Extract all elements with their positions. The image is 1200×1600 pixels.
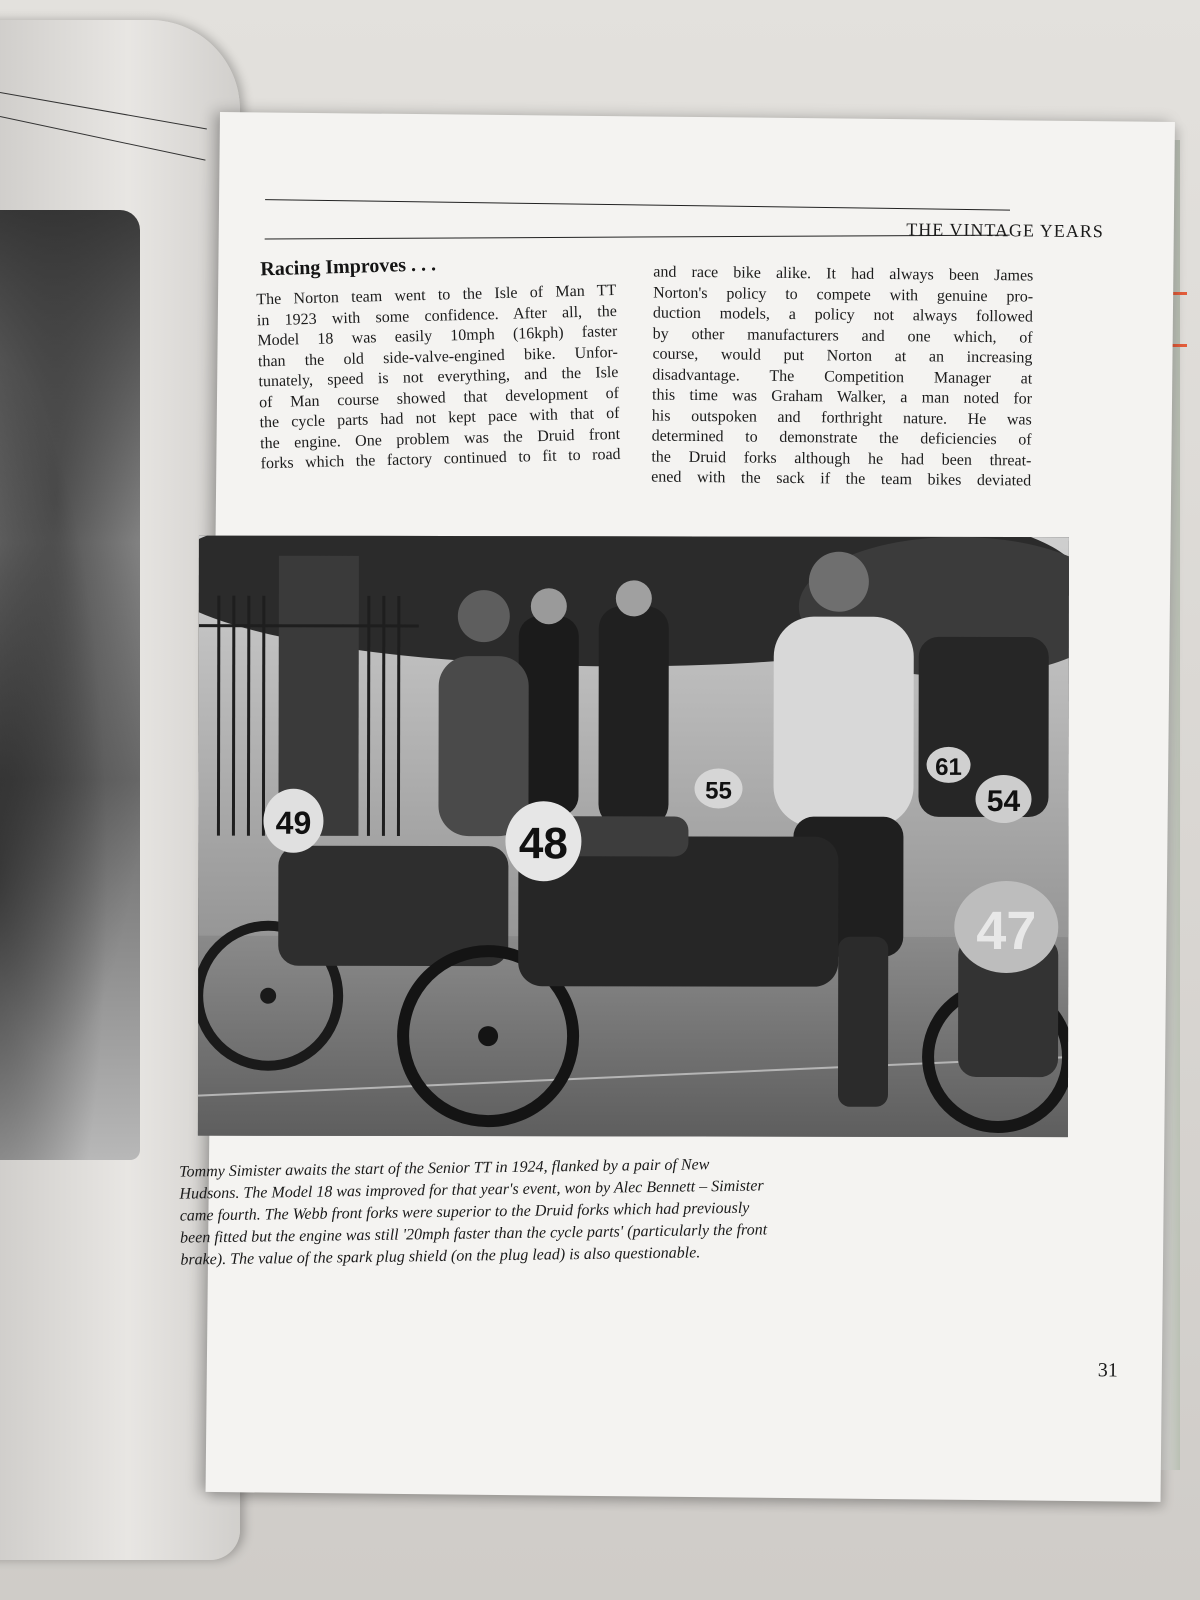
- caption-line: Tommy Simister awaits the start of the Senior TT in 1924, flanked by a pair of New: [179, 1156, 710, 1181]
- left-page-photo: [0, 210, 140, 1160]
- text-line: this time was Graham Walker, a man noted for: [651, 386, 1033, 408]
- text-line: tunately, speed is not everything, and the Isle: [258, 363, 619, 391]
- text-line: of Man course showed that development of: [258, 384, 620, 411]
- caption-line: brake). The value of the spark plug shield (on the plug lead) is also questionable.: [180, 1244, 701, 1269]
- race-number-55: 55: [705, 777, 732, 805]
- race-photo: [198, 536, 1069, 1138]
- race-number-61: 61: [935, 753, 962, 781]
- text-line: determined to demonstrate the deficiencies of: [651, 427, 1032, 449]
- race-number-54: 54: [986, 784, 1021, 819]
- race-photo-illustration: [198, 536, 1069, 1138]
- text-line: Model 18 was easily 10mph (16kph) faster: [257, 322, 618, 350]
- race-number-49: 49: [275, 804, 312, 841]
- race-number-47: 47: [976, 900, 1037, 962]
- text-line: disadvantage. The Competition Manager at: [652, 366, 1033, 388]
- header-rule-top: [265, 199, 1010, 210]
- page-number: 31: [1097, 1359, 1118, 1382]
- text-line: course, would put Norton at an increasing: [652, 345, 1033, 367]
- header-rule-bottom: [265, 235, 1010, 240]
- text-line: and race bike alike. It had always been James: [653, 263, 1034, 285]
- text-line: the Druid forks although he had been threat-: [651, 448, 1032, 470]
- text-line: Norton's policy to compete with genuine pro-: [653, 284, 1034, 306]
- caption-line: came fourth. The Webb front forks were superior to the Druid forks which had previously: [179, 1199, 750, 1225]
- text-line: the cycle parts had not kept pace with that of: [259, 404, 620, 432]
- text-line: ened with the sack if the team bikes deviated: [651, 468, 1032, 490]
- caption-line: been fitted but the engine was still '20mph faster than the cycle parts' (particularly the front: [179, 1221, 768, 1247]
- text-line: than the old side-valve-engined bike. Unfor-: [257, 343, 619, 370]
- text-column-left: [256, 281, 621, 475]
- text-line: The Norton team went to the Isle of Man TT: [256, 281, 617, 309]
- text-line: by other manufacturers and one which, of: [652, 325, 1033, 347]
- text-line: the engine. One problem was the Druid front: [259, 425, 621, 452]
- text-column-right: [651, 263, 1033, 492]
- right-page: [179, 112, 1175, 1502]
- photo-caption: [179, 1151, 940, 1272]
- text-line: duction models, a policy not always followed: [652, 304, 1033, 326]
- section-title: Racing Improves . . .: [260, 253, 437, 281]
- running-head: THE VINTAGE YEARS: [906, 219, 1104, 242]
- text-line: in 1923 with some confidence. After all, the: [256, 302, 618, 329]
- text-line: forks which the factory continued to fit to road: [260, 445, 621, 473]
- caption-line: Hudsons. The Model 18 was improved for that year's event, won by Alec Bennett – Simister: [179, 1177, 764, 1203]
- race-number-48: 48: [518, 819, 568, 869]
- text-line: his outspoken and forthright nature. He was: [651, 407, 1032, 429]
